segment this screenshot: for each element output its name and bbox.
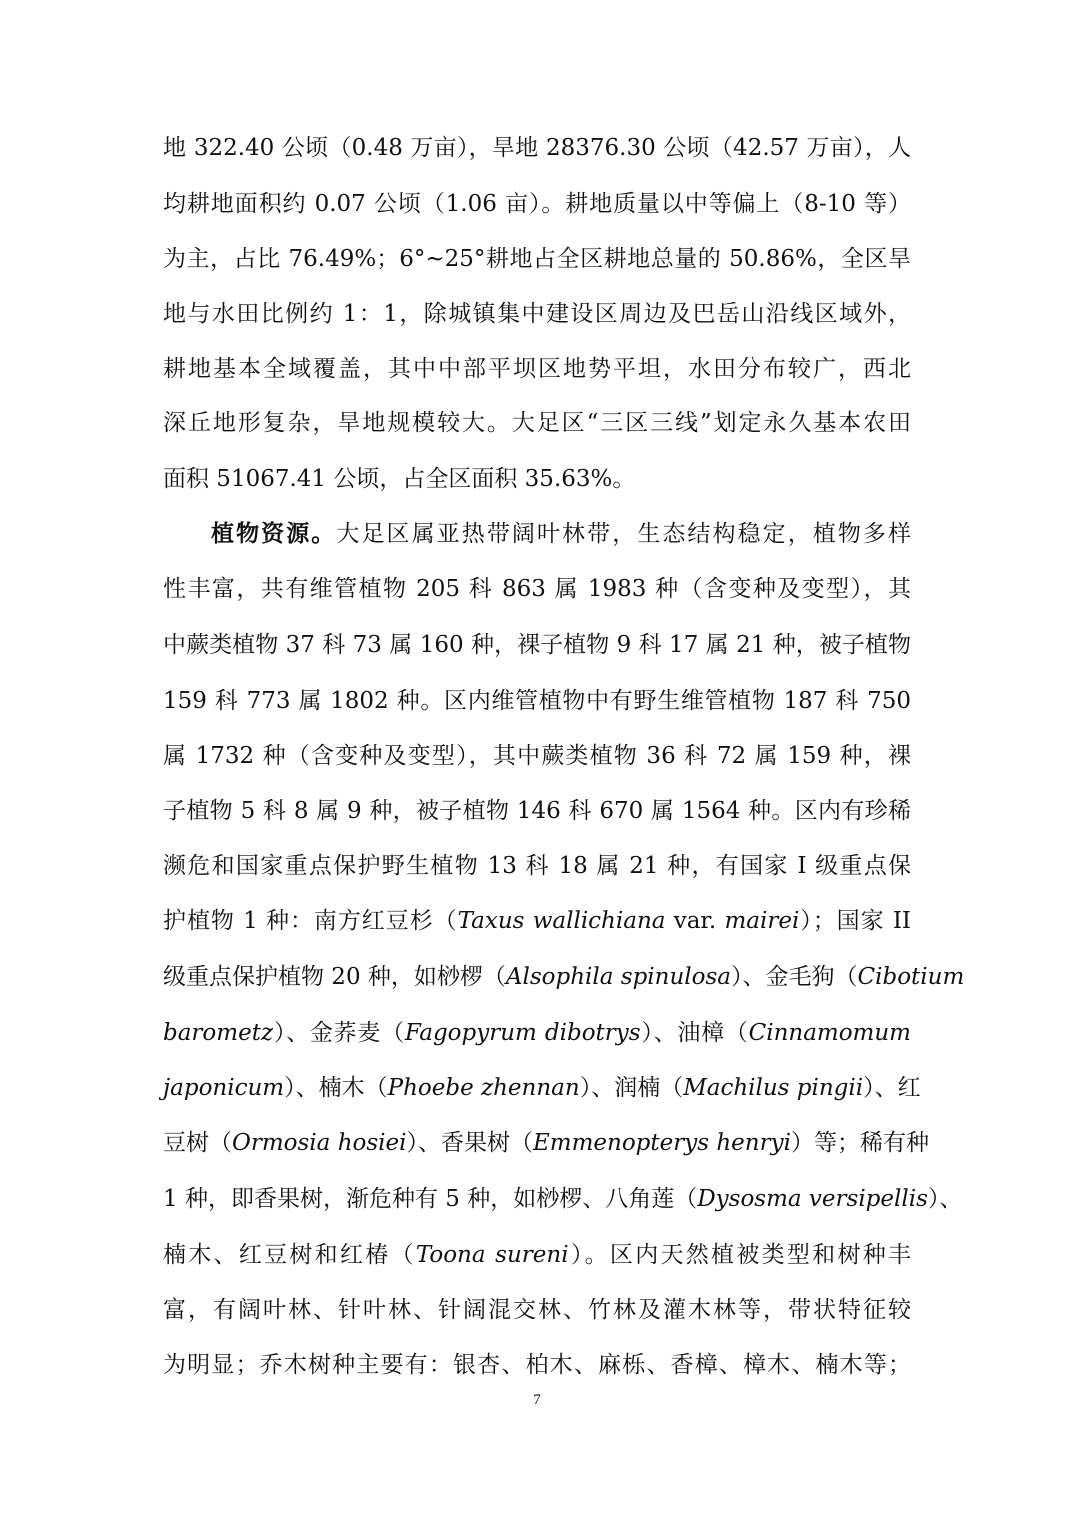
paragraph-line (163, 962, 965, 992)
paragraph-line: 属 1732 种（含变种及变型），其中蕨类植物 36 科 72 属 159 种，裸 (163, 743, 911, 769)
species-name: Cibotium (857, 964, 965, 990)
species-name: Toona sureni (415, 1242, 569, 1268)
line-text: ）、金荞麦（ (273, 1020, 405, 1046)
paragraph-line: 深丘地形复杂，旱地规模较大。大足区“三区三线”划定永久基本农田 (163, 410, 911, 436)
line-text: 1 种，即香果树，渐危种有 5 种，如桫椤、八角莲（ (163, 1186, 698, 1212)
species-name: Fagopyrum dibotrys (404, 1020, 641, 1046)
line-text: ）。区内天然植被类型和树种丰 (568, 1242, 912, 1268)
paragraph-line (163, 1018, 911, 1048)
line-text: 级重点保护植物 20 种，如桫椤（ (163, 964, 506, 990)
line-text: var. (665, 908, 725, 934)
species-name: Taxus wallichiana (457, 908, 666, 934)
line-text: ）等；稀有种 (790, 1130, 929, 1156)
paragraph-line: 均耕地面积约 0.07 公顷（1.06 亩）。耕地质量以中等偏上（8-10 等） (163, 191, 911, 217)
species-name: japonicum (163, 1075, 285, 1101)
section-heading: 植物资源。 (211, 520, 337, 547)
paragraph-line (163, 1073, 921, 1103)
line-text: 楠木、红豆树和红椿（ (163, 1242, 416, 1268)
line-text: 豆树（ (163, 1130, 232, 1156)
line-text: ）、油樟（ (640, 1020, 749, 1046)
paragraph-line: 子植物 5 科 8 属 9 种，被子植物 146 科 670 属 1564 种。区内有珍稀 (163, 798, 911, 824)
line-text: ）、楠木（ (284, 1075, 388, 1101)
line-text: ）、香果树（ (406, 1130, 533, 1156)
species-name: mairei (724, 908, 800, 934)
paragraph-line: 159 科 773 属 1802 种。区内维管植物中有野生维管植物 187 科 750 (163, 688, 911, 714)
line-text: ）；国家 II (799, 908, 912, 934)
species-name: Cinnamomum (748, 1020, 911, 1046)
paragraph-line: 性丰富，共有维管植物 205 科 863 属 1983 种（含变种及变型），其 (163, 576, 911, 602)
species-name: Dysosma versipellis (697, 1186, 928, 1212)
paragraph-line: 地与水田比例约 1：1，除城镇集中建设区周边及巴岳山沿线区域外， (163, 301, 911, 327)
paragraph-line (163, 1240, 911, 1270)
page-number: 7 (533, 1392, 541, 1408)
line-text: 护植物 1 种：南方红豆杉（ (163, 908, 458, 934)
paragraph-line (163, 1184, 963, 1214)
paragraph-line: 中蕨类植物 37 科 73 属 160 种，裸子植物 9 科 17 属 21 种，被子植物 (163, 632, 911, 658)
paragraph-line: 为明显；乔木树种主要有：银杏、柏木、麻栎、香樟、樟木、楠木等； (163, 1352, 911, 1378)
line-text: ）、金毛狗（ (731, 964, 858, 990)
paragraph-line: 地 322.40 公顷（0.48 万亩），旱地 28376.30 公顷（42.57 万亩），人 (163, 135, 911, 161)
paragraph-line: 面积 51067.41 公顷，占全区面积 35.63%。 (163, 466, 636, 492)
species-name: barometz (163, 1020, 274, 1046)
paragraph-line: 富，有阔叶林、针叶林、针阔混交林、竹林及灌木林等，带状特征较 (163, 1297, 911, 1323)
paragraph-line (163, 1128, 929, 1158)
species-name: Emmenopterys henryi (532, 1130, 791, 1156)
species-name: Machilus pingii (683, 1075, 864, 1101)
line-text: ）、红 (863, 1075, 921, 1101)
paragraph-line: 为主，占比 76.49%；6°~25°耕地占全区耕地总量的 50.86%，全区旱 (163, 246, 911, 272)
species-name: Alsophila spinulosa (505, 964, 732, 990)
line-text: ）、润楠（ (579, 1075, 684, 1101)
paragraph-line (163, 906, 911, 936)
paragraph-line: 濒危和国家重点保护野生植物 13 科 18 属 21 种，有国家 I 级重点保 (163, 853, 911, 879)
paragraph-line: 耕地基本全域覆盖，其中中部平坝区地势平坦，水田分布较广，西北 (163, 356, 911, 382)
paragraph-line (211, 519, 911, 549)
species-name: Ormosia hosiei (232, 1130, 407, 1156)
species-name: Phoebe zhennan (387, 1075, 580, 1101)
line-text: 大足区属亚热带阔叶林带，生态结构稳定，植物多样 (336, 521, 912, 547)
line-text: ）、 (927, 1186, 963, 1212)
